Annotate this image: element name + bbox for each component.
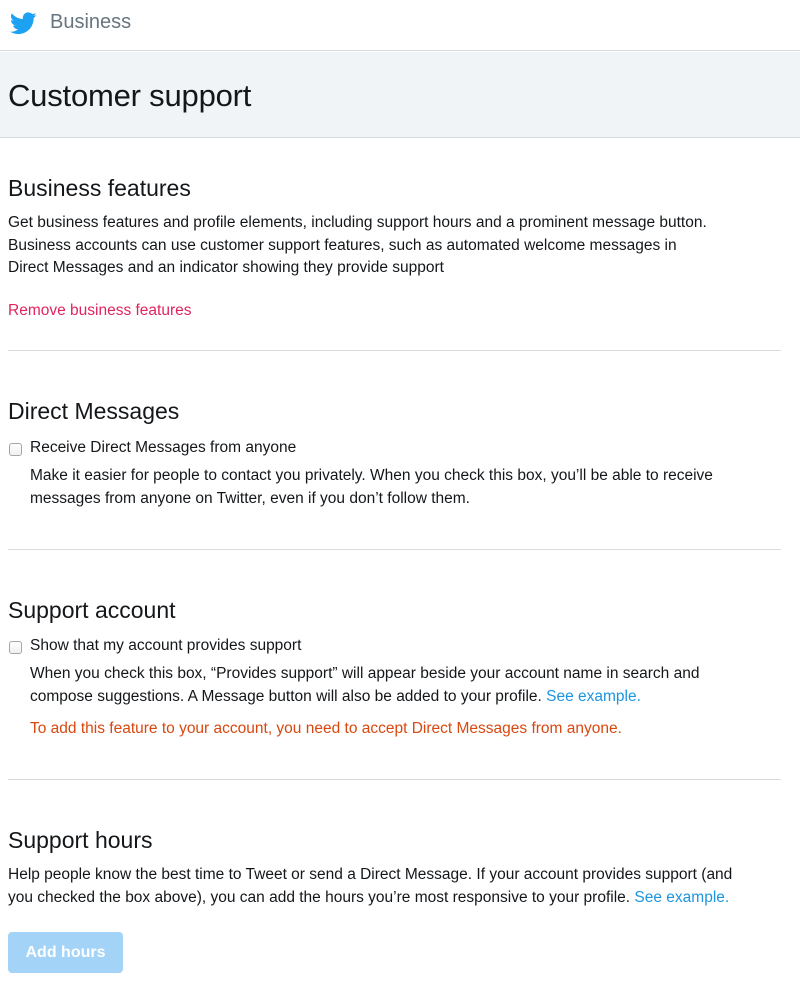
provides-support-label[interactable]: Show that my account provides support	[30, 637, 302, 654]
business-features-line-3: Direct Messages and an indicator showing they provide support	[8, 259, 444, 276]
support-account-heading: Support account	[8, 597, 176, 623]
support-account-line-1: When you check this box, “Provides support” will appear beside your account name in search and	[30, 665, 700, 682]
support-hours-line-1: Help people know the best time to Tweet or send a Direct Message. If your account provides support (and	[8, 866, 733, 883]
support-account-line-2	[30, 686, 699, 709]
see-example-link[interactable]: See example.	[546, 687, 641, 705]
receive-dms-label[interactable]: Receive Direct Messages from anyone	[30, 439, 297, 456]
divider	[8, 549, 781, 550]
business-features-line-2: Business accounts can use customer support features, such as automated welcome messages in	[8, 236, 677, 254]
brand-label[interactable]: Business	[50, 11, 132, 33]
remove-business-features-link[interactable]: Remove business features	[8, 302, 192, 319]
add-hours-button[interactable]: Add hours	[8, 932, 123, 973]
provides-support-checkbox[interactable]	[9, 641, 22, 654]
direct-messages-line-1: Make it easier for people to contact you privately. When you check this box, you’ll be able to receive	[30, 467, 713, 484]
support-account-description	[30, 663, 699, 708]
see-example-link[interactable]: See example.	[634, 888, 730, 906]
divider	[8, 350, 781, 351]
page-header	[0, 52, 800, 138]
top-bar	[0, 0, 800, 51]
direct-messages-description	[30, 465, 713, 510]
twitter-bird-icon[interactable]	[10, 12, 37, 35]
receive-dms-checkbox[interactable]	[9, 443, 22, 456]
business-features-line-1: Get business features and profile elements, including support hours and a prominent message button.	[8, 214, 707, 231]
support-hours-description	[8, 864, 732, 909]
direct-messages-line-2: messages from anyone on Twitter, even if you don’t follow them.	[30, 489, 470, 507]
direct-messages-heading: Direct Messages	[8, 398, 180, 424]
divider	[8, 779, 781, 780]
support-hours-line-2	[8, 887, 732, 910]
page-title: Customer support	[8, 78, 252, 113]
support-hours-line-2-text: you checked the box above), you can add the hours you’re most responsive to your profile.	[8, 888, 631, 906]
business-features-description	[8, 212, 707, 280]
support-hours-heading: Support hours	[8, 827, 153, 853]
dm-required-warning: To add this feature to your account, you need to accept Direct Messages from anyone.	[30, 720, 622, 737]
support-account-line-2-text: compose suggestions. A Message button will also be added to your profile.	[30, 687, 542, 705]
business-features-heading: Business features	[8, 175, 191, 201]
